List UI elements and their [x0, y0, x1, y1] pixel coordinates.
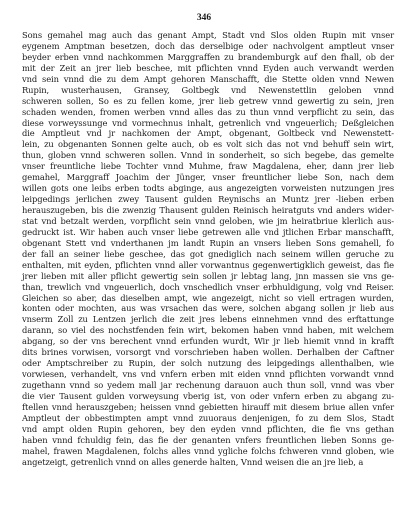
text-line: vnd ampt olden Rupin gehoren, bey den eyden vnnd pflichten, die fie vns gethan: [22, 423, 394, 434]
page-number: 346: [196, 13, 212, 23]
text-line: diese vorweyssunge vnd vormechnus inhalt, getrenlich vnd vngeuerlich; Deßgleichen: [22, 117, 394, 128]
text-line: abgang, so der vns berechent vnnd erfunden wurdt, Wir jr lieb hiemit vnnd in krafft: [22, 336, 394, 347]
text-line: gedruckt ist. Wir haben auch vnser liebe getrewen alle vnd jtlichen Erbar manschafft,: [22, 226, 394, 237]
document-body-text: [22, 30, 394, 468]
text-line: oder Amptschreiber zu Rupin, der solch nutzung des leipgedings allenthalben, wie: [22, 358, 394, 369]
text-line: willen gots one leibs erben todts abginge, aus angezeigten vorweisten nutzungen jres: [22, 183, 394, 194]
text-line: Rupin, wusterhausen, Gransey, Goltbegk vnd Newenstettlin geloben vnnd: [22, 84, 394, 95]
text-line: obgenant Stett vnd vnderthanen jm landt Rupin an vnsers lieben Sons gemahell, fo: [22, 237, 394, 248]
text-line: vorwiesen, verhandelt, vns vnd vnfern erben mit eiden vnnd pflichten vorwandt vnnd: [22, 369, 394, 380]
text-line: beyder erben vnnd nachkommen Marggraffen zu brandemburgk auf den fhall, ob der: [22, 51, 394, 62]
text-line: angetzeigt, getrenlich vnnd on alles generde halten, Vnnd weisen die an jre lieb, a: [22, 456, 364, 467]
text-line: mahel, frawen Magdalenen, folchs alles vnnd ygliche folchs fchweren vnnd globen, wie: [22, 445, 394, 456]
text-line: schaden wenden, fromen werben vnnd alles das zu thun vnnd verpflicht zu sein, das: [22, 106, 394, 117]
text-line: die vier Tausent gulden vorweysung vberig ist, von oder vnfern erben zu abgang zu-: [22, 390, 394, 401]
text-line: jrer lieben mit aller pflicht gewertig sein sollen jr lebtag lang, jnn massen sie vns ge-: [22, 270, 394, 281]
text-line: Amptleut der obbestimpten ampt vnnd zuuoraus denjenigen, fo zu dem Slos, Stadt: [22, 412, 394, 423]
text-line: stat vnd betzalt werden, vorpflicht sein vnnd geloben, wie jm heiratbriue klerlich aus-: [22, 215, 394, 226]
text-line: than, trewlich vnd vngeuerlich, doch vnschedlich vnser erbhuldigung, volg vnd Reiser.: [22, 281, 394, 292]
text-line: vnd sein vnnd die zu dem Ampt gehoren Manschafft, die Stette olden vnnd Newen: [22, 73, 394, 84]
text-line: konten oder mochten, aus was vrsachen das were, solchen abgang sollen jr lieb aus: [22, 303, 394, 314]
text-line: schweren sollen, So es zu fellen kome, jrer lieb getrew vnnd gewertig zu sein, jren: [22, 95, 394, 106]
text-line: haben vnnd fchuldig fein, das fie der genanten vnfers freuntlichen lieben Sonns ge-: [22, 434, 394, 445]
text-line: der fall an seiner liebe geschee, das got gnediglich nach seinem willen geruche zu: [22, 248, 394, 259]
text-line: enthalten, mit eyden, pflichten vnnd aller vorwantnus gegenwertigklich geweist, das fie: [22, 259, 394, 270]
text-line: Sons gemahel mag auch das genant Ampt, Stadt vnd Slos olden Rupin mit vnser: [22, 30, 394, 40]
text-line: thun, globen vnnd schweren sollen. Vnnd in sonderheit, so sich begebe, das gemelte: [22, 150, 394, 161]
text-line: ftellen vnnd herauszgeben; heissen vnnd gebietten hirauff mit diesem briue allen vnfer: [22, 401, 394, 412]
text-line: herauszugeben, bis die zwenzig Thausent gulden Reinisch heiratguts vnd anders wider-: [22, 205, 394, 215]
text-line: eygenem Amptman besetzen, doch das derselbige oder nachvolgent amptleut vnser: [22, 40, 394, 51]
text-line: dits brines vorwisen, vorsorgt vnd vorschrieben haben wollen. Derhalben der Caftner: [22, 347, 394, 358]
text-line: die Amptleut vnd jr nachkomen der Ampt, obgenant, Goltbeck vnd Newenstett-: [22, 128, 394, 139]
text-line: lein, zu obgenanten Sonnen gelte auch, ob es volt sich das not vnd behuff sein wirt,: [22, 139, 394, 150]
text-line: vnser freuntliche liebe Tochter vnnd Muhme, fraw Magdalena, eher, dann jrer lieb: [22, 161, 394, 172]
text-line: Gleichen so aber, das dieselben ampt, wie angezeigt, nicht so viell ertragen wurden,: [22, 292, 394, 303]
text-line: mit der Zeit an jrer lieb beschee, mit pflichten vnnd Eyden auch verwandt werden: [22, 62, 394, 73]
text-line: zugethann vnnd so yedem mall jar rechenung darauon auch thun soll, vnnd was vber: [22, 380, 394, 390]
text-line: vnserm Zoll zu Lentzen jerlich die zeit jres lebens einnehmen vnnd des erftattunge: [22, 314, 394, 325]
text-line: gemahel, Marggraff Joachim der Jünger, vnser freuntlicher liebe Son, nach dem: [22, 172, 394, 183]
text-line: leipgedings jerlichen zwey Tausent gulden Reynischs an Muntz jrer -lieben erben: [22, 194, 394, 205]
text-line: darann, so viel des nochstfenden fein wirt, bekomen haben vnnd haben, mit welchem: [22, 325, 394, 336]
